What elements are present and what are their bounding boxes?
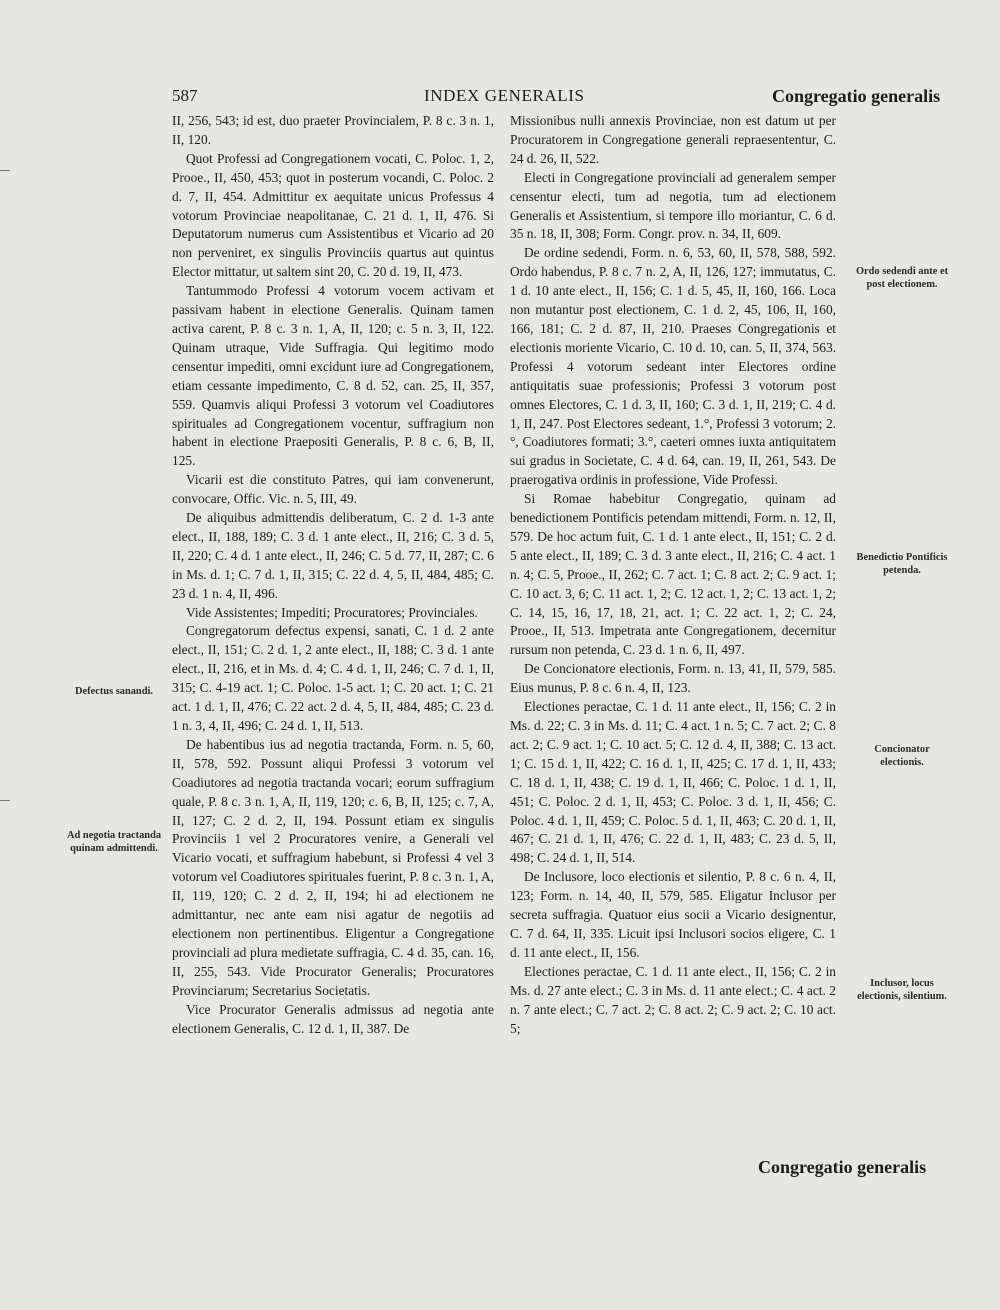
left-paragraph: Tantummodo Professi 4 votorum vocem activam et passivam habent in electione Generalis. Quinam tamen activa carent, P. 8 c. 3 n. 1, A, II, 120; c. 5 n. 3, II, 122. Quinam utraque, Vide Suffragia. Qui legitimo modo censentur impediti, omni excidunt iure ad Congregationem, etiam cessante impedimento, C. 8 d. 52, can. 25, II, 357, 559. Quamvis aliqui Professi 3 votorum vel Coadiutores spirituales ad Congregationem vocentur, suffragium non habent in electione Praepositi Generalis, P. 8 c. 6, B, II, 125.: [172, 283, 494, 469]
right-paragraph: Electi in Congregatione provinciali ad generalem semper censentur electi, tum ad negotia, tum ad electionem Generalis et Assistentium, si tempore illo moriantur, C. 6 d. 35 n. 18, II, 308; Form. Congr. prov. n. 34, II, 609.: [510, 169, 836, 242]
running-title: INDEX GENERALIS: [424, 86, 585, 105]
right-paragraph: Electiones peractae, C. 1 d. 11 ante elect., II, 156; C. 2 in Ms. d. 27 ante elect.; C. 3 in Ms. d. 11 ante elect.; C. 4 act. 2 n. 7 ante elect.; C. 7 act. 2; C. 8 act. 2; C. 9 act. 2; C. 10 act. 5;: [510, 963, 836, 1036]
right-paragraph: Electiones peractae, C. 1 d. 11 ante elect., II, 156; C. 2 in Ms. d. 22; C. 3 in Ms. d. 11; C. 4 act. 1 n. 5; C. 7 act. 2; C. 8 act. 2; C. 9 act. 1; C. 10 act. 5; C. 12 d. 4, II, 388; C. 13 act. 1; C. 15 d. 1, II, 422; C. 16 d. 1, II, 425; C. 17 d. 1, II, 433; C. 18 d. 1, II, 438; C. 19 d. 1, II, 466; C. Poloc. 1 d. 1, II, 451; C. Poloc. 2 d. 1, II, 453; C. Poloc. 3 d. 1, II, 456; C. Poloc. 4 d. 1, II, 459; C. Poloc. 5 d. 1, II, 463; C. 20 d. 1, II, 467; C. 21 d. 1, II, 476; C. 22 d. 1, II, 483; C. 23 d. 5, II, 498; C. 24 d. 1, II, 514.: [510, 699, 836, 866]
right-paragraph: De ordine sedendi, Form. n. 6, 53, 60, II, 578, 588, 592. Ordo habendus, P. 8 c. 7 n. 2, A, II, 126, 127; immutatus, C. 1 d. 10 ante elect., II, 156; C. 1 d. 5, 45, II, 160, 166. Loca non mutantur post electionem, C. 1 d. 2, 45, 106, II, 160, 166, 181; C. 2 d. 87, II, 210. Praeses Congregationis et electionis moriente Vicario, C. 10 d. 10, can. 5, II, 374, 563. Professi 4 votorum sedeant inter Electores ordine antiquitatis suae professionis; Professi 3 votorum post omnes Electores, C. 1 d. 3, II, 160; C. 3 d. 1, II, 219; C. 4 d. 1, II, 247. Post Electores sedeant, 1.°, Professi 3 votorum; 2.°, Coadiutores formati; 3.°, caeteri omnes iuxta antiquitatem sui gradus in Societate, C. 4 d. 64, can. 19, II, 261, 543. De praerogativa ordinis in professione, Vide Professi.: [510, 245, 836, 488]
right-paragraph: Missionibus nulli annexis Provinciae, non est datum ut per Procuratorem in Congregatione generali repraesententur, C. 24 d. 26, II, 522.: [510, 113, 836, 166]
edge-mark: [0, 800, 10, 801]
margin-note-benedictio: Benedictio Pontificis petenda.: [856, 552, 948, 576]
left-paragraph: Quot Professi ad Congregationem vocati, C. Poloc. 1, 2, Prooe., II, 450, 453; quot in posterum vocandi, C. Poloc. 2 d. 7, II, 454. Admittitur ex aequitate unicus Professus 4 votorum Provinciae neapolitanae, C. 21 d. 1, II, 476. Si Deputatorum numerus cum Assistentibus et Vicario ad 20 non perveniret, ex singulis Provinciis quartus aut quintus Elector mittatur, ut saltem sint 20, C. 20 d. 19, II, 473.: [172, 150, 494, 280]
section-title: Congregatio generalis: [772, 86, 941, 106]
left-paragraph: Congregatorum defectus expensi, sanati, C. 1 d. 2 ante elect., II, 151; C. 2 d. 1, 2 ante elect., II, 188; C. 3 d. 1 ante elect., II, 216, et in Ms. d. 4; C. 4 d. 1, II, 246; C. 7 d. 1, II, 315; C. 4-19 act. 1; C. Poloc. 1-5 act. 1; C. 20 act. 1; C. 21 act. 1 d. 1, II, 476; C. 22 act. 2 d. 4, 5, II, 484, 485; C. 23 d. 1 n. 3, 4, II, 496; C. 24 d. 1, II, 513.: [172, 623, 494, 733]
page-number: 587: [172, 86, 198, 105]
bleed-through-mark: [70, 118, 160, 178]
page-header: [0, 86, 1000, 112]
left-column: [172, 112, 494, 1038]
left-paragraph: De aliquibus admittendis deliberatum, C. 2 d. 1-3 ante elect., II, 188, 189; C. 3 d. 1 ante elect., II, 216; C. 3 d. 5, II, 220; C. 4 d. 1 ante elect., II, 246; C. 5 d. 77, II, 287; C. 6 in Ms. d. 1; C. 7 d. 1, II, 315; C. 22 d. 4, 5, II, 484, 485; C. 23 d. 1 n. 4, II, 496.: [172, 510, 494, 601]
margin-note-ordo-sedendi: Ordo sedendi ante et post electionem.: [855, 266, 949, 290]
margin-note-ad-negotia: Ad negotia tractanda quinam admittendi.: [66, 830, 162, 854]
left-paragraph: Vicarii est die constituto Patres, qui iam convenerunt, convocare, Offic. Vic. n. 5, III, 49.: [172, 472, 494, 507]
margin-note-defectus: Defectus sanandi.: [75, 686, 153, 697]
left-paragraph: Vide Assistentes; Impediti; Procuratores; Provinciales.: [186, 604, 478, 620]
margin-note-inclusor: Inclusor, locus electionis, silentium.: [857, 978, 947, 1002]
right-paragraph: De Inclusore, loco electionis et silentio, P. 8 c. 6 n. 4, II, 123; Form. n. 14, 40, II, 579, 585. Eligatur Inclusor per secreta suffragia. Quatuor eius socii a Vicario designentur, C. 7 d. 64, II, 335. Licuit ipsi Inclusori socios eligere, C. 1 d. 11 ante elect., II, 156.: [510, 869, 836, 960]
left-paragraph: Vice Procurator Generalis admissus ad negotia ante electionem Generalis, C. 12 d. 1, II, 387. De: [172, 1001, 494, 1036]
right-paragraph: Si Romae habebitur Congregatio, quinam ad benedictionem Pontificis petendam mittendi, Form. n. 12, II, 579. De hoc actum fuit, C. 1 d. 1 ante elect., II, 151; C. 2 d. 5 ante elect., II, 189; C. 3 d. 3 ante elect., II, 216; C. 4 act. 1 n. 4; C. 5, Prooe., II, 262; C. 7 act. 1; C. 8 act. 2; C. 9 act. 1; C. 10 act. 3, 6; C. 11 act. 1, 2; C. 12 act. 1, 2; C. 13 act. 1, 2; C. 14, 15, 16, 17, 18, 21, act. 1; C. 22 act. 1, 2; C. 24, Prooe., II, 513. Impetrata ante Congregationem, decernitur rursum non petenda, C. 23 d. 1 n. 6, II, 497.: [510, 491, 836, 658]
left-paragraph: De habentibus ius ad negotia tractanda, Form. n. 5, 60, II, 578, 592. Possunt aliqui Professi 3 votorum vel Coadiutores ad negotia tractanda vocari; eorum suffragium quale, P. 8 c. 3 n. 1, A, II, 119, 120; c. 6, B, II, 125; c. 7, A, II, 127; C. 2 d. 2, II, 194. Possunt etiam ex singulis Provinciis 1 vel 2 Procuratores venire, a Generali vel Vicario vocati, et suffragium habebunt, si Professi 4 vel 3 votorum vel Coadiutores spirituales fuerint, P. 8 c. 3 n. 1, A, II, 119, 120; C. 2 d. 2, II, 194; hi ad electionem ne admittantur, nec ante eam nisi agatur de negotiis ad electionem non pertinentibus. Eligentur a Congregatione provinciali ad plura medietate suffragia, C. 4 d. 35, can. 16, II, 255, 543. Vide Procurator Generalis; Procuratores Provinciarum; Secretarius Societatis.: [172, 736, 494, 998]
right-column: [510, 112, 836, 1038]
right-paragraph: De Concionatore electionis, Form. n. 13, 41, II, 579, 585. Eius munus, P. 8 c. 6 n. 4, II, 123.: [510, 661, 836, 696]
margin-note-concionator: Concionator electionis.: [874, 744, 930, 768]
catchword: Congregatio generalis: [758, 1157, 927, 1177]
left-paragraph: II, 256, 543; id est, duo praeter Provincialem, P. 8 c. 3 n. 1, II, 120.: [172, 113, 494, 147]
edge-mark: [0, 170, 10, 171]
